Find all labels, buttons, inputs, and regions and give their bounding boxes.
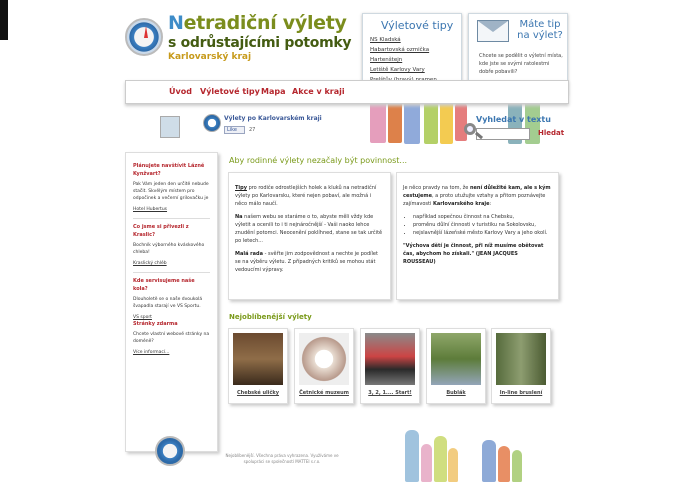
sidebar-text: Bochník výborného kváskového chleba! bbox=[133, 243, 205, 255]
about-paragraph: Je něco pravdy na tom, že není důležité kam, ale s kým cestujeme, a proto utužujte vztahy a přitom poznávejte zajímavosti Karlovarského kraje: bbox=[403, 185, 551, 207]
nav-item-trip-tips[interactable]: Výletové tipy bbox=[200, 87, 260, 96]
trip-tip-link[interactable]: Hartenštejn bbox=[370, 57, 403, 63]
sidebar-question: Kde servisujeme naše kola? bbox=[133, 278, 195, 292]
nav-item-events[interactable]: Akce v kraji bbox=[292, 87, 345, 96]
sidebar-link-bread[interactable]: Kraslický chléb bbox=[133, 261, 167, 266]
search-label: Vyhledat v textu bbox=[476, 115, 551, 124]
site-region: Karlovarský kraj bbox=[168, 52, 252, 62]
sidebar-link-more-info[interactable]: Více informací... bbox=[133, 350, 170, 355]
compass-logo-icon[interactable] bbox=[125, 18, 163, 56]
sidebar-question: Plánujete navštívit Lázně Kynžvart? bbox=[133, 163, 205, 177]
trip-photo bbox=[365, 333, 415, 385]
trip-tip-link[interactable]: NS Kladská bbox=[370, 37, 401, 43]
popular-trip-tile[interactable] bbox=[426, 328, 486, 404]
sidebar bbox=[125, 152, 218, 452]
trip-photo bbox=[431, 333, 481, 385]
trip-caption[interactable]: Četnické muzeum bbox=[299, 390, 349, 396]
compass-footer-icon bbox=[155, 436, 185, 466]
suggest-trip-text: Chcete se podělit o výletní místa, kde jste se svými ratolestmi dobře pobavili? bbox=[479, 53, 563, 75]
sidebar-link-hotel[interactable]: Hotel Hubertus bbox=[133, 207, 168, 212]
envelope-icon bbox=[477, 20, 509, 42]
popular-trip-tile[interactable] bbox=[294, 328, 354, 404]
intro-paragraph: Na našem webu se staráme o to, abyste měli vždy kde výletit a ocenili to i ti nejnáročnější - Vaši naoko lehce znudění potomci. Neocenění poklíhned, stane se tak určitě po letech... bbox=[235, 214, 383, 244]
page-heading: Aby rodinné výlety nezačaly být povinnost... bbox=[229, 156, 408, 165]
popular-trip-tile[interactable] bbox=[228, 328, 288, 404]
site-subtitle: s odrůstajícími potomky bbox=[168, 35, 352, 51]
profile-avatar bbox=[160, 116, 180, 138]
trip-photo bbox=[496, 333, 546, 385]
nav-item-home[interactable]: Úvod bbox=[169, 87, 192, 96]
site-title[interactable]: Netradiční výlety bbox=[168, 12, 347, 34]
about-card bbox=[396, 172, 559, 300]
main-nav bbox=[125, 80, 569, 104]
search-button[interactable]: Hledat bbox=[538, 129, 565, 137]
facebook-page-link[interactable]: Výlety po Karlovarském kraji bbox=[224, 115, 322, 122]
footer-text: Nejoblíbenější. Všechna práva vyhrazena. Využíváme ve spolupráci se společností MATTEI s.r.o. bbox=[225, 453, 339, 464]
about-list bbox=[403, 213, 552, 237]
nav-item-map[interactable]: Mapa bbox=[261, 87, 286, 96]
trip-tip-link[interactable]: Habartovská ozmička bbox=[370, 47, 430, 53]
search-input[interactable] bbox=[476, 128, 530, 140]
sidebar-link-vs-sport[interactable]: VS sport bbox=[133, 315, 152, 320]
sidebar-text: Dlouholetě se o naše dvoukolá švapadla starají ve VS Sportu. bbox=[133, 297, 203, 309]
trip-caption[interactable]: 3, 2, 1.... Start! bbox=[368, 390, 412, 396]
like-count: 27 bbox=[249, 127, 256, 133]
sidebar-divider bbox=[133, 218, 210, 219]
list-item: • například sopečnou činnost na Chebsku, bbox=[413, 213, 552, 221]
popular-trip-tile[interactable] bbox=[360, 328, 420, 404]
trip-caption[interactable]: Chebské uličky bbox=[236, 390, 280, 396]
popular-trips-heading: Nejoblíbenější výlety bbox=[229, 313, 312, 321]
list-item: • proměnu důlní činnosti v turistiku na Sokolovsku, bbox=[413, 221, 552, 229]
sidebar-text: Chcete vlastní webové stránky na doméně? bbox=[133, 332, 210, 344]
suggest-trip-title: Máte tip na výlet? bbox=[517, 19, 563, 41]
list-item: • nejslavnější lázeňské město Karlovy Vary a jeho okolí. bbox=[413, 229, 552, 237]
sidebar-free-pages: Stránky zdarma bbox=[133, 321, 178, 327]
sidebar-text: Pak Vám jeden den určitě nebude stačit. Skvělým místem pro odpočinek a večerní grilovačku je bbox=[133, 182, 209, 201]
like-button[interactable]: Like bbox=[224, 126, 245, 134]
rousseau-quote: "Výchova dětí je činnost, při níž musíme obětovat čas, abychom ho získali." (JEAN JACQUES ROUSSEAU) bbox=[403, 243, 544, 265]
intro-paragraph: Tipy pro rodiče odrostlejších holek a kluků na netradiční výlety po Karlovarsku, které nejen pobaví, ale možná i něco málo naučí. bbox=[235, 185, 377, 207]
trip-caption[interactable]: In-line bruslení bbox=[499, 390, 543, 396]
trip-photo bbox=[299, 333, 349, 385]
trip-tip-link[interactable]: Letiště Karlovy Vary bbox=[370, 67, 425, 73]
trip-caption[interactable]: Bublák bbox=[446, 390, 466, 396]
intro-card bbox=[228, 172, 391, 300]
compass-page-icon bbox=[203, 114, 221, 132]
trip-photo bbox=[233, 333, 283, 385]
window-edge bbox=[0, 0, 8, 40]
sidebar-question: Co jsme si přivezli z Krasliс? bbox=[133, 224, 189, 238]
sidebar-divider bbox=[133, 272, 210, 273]
popular-trip-tile[interactable] bbox=[491, 328, 551, 404]
intro-paragraph: Malá rada - svěřte jim zodpovědnost a nechte je podílet se na výběru výletu. Z případných kritiků se mohou stát vedoucími výpravy. bbox=[235, 251, 378, 273]
trip-tips-title: Výletové tipy bbox=[381, 19, 454, 32]
search-bar bbox=[462, 123, 572, 145]
